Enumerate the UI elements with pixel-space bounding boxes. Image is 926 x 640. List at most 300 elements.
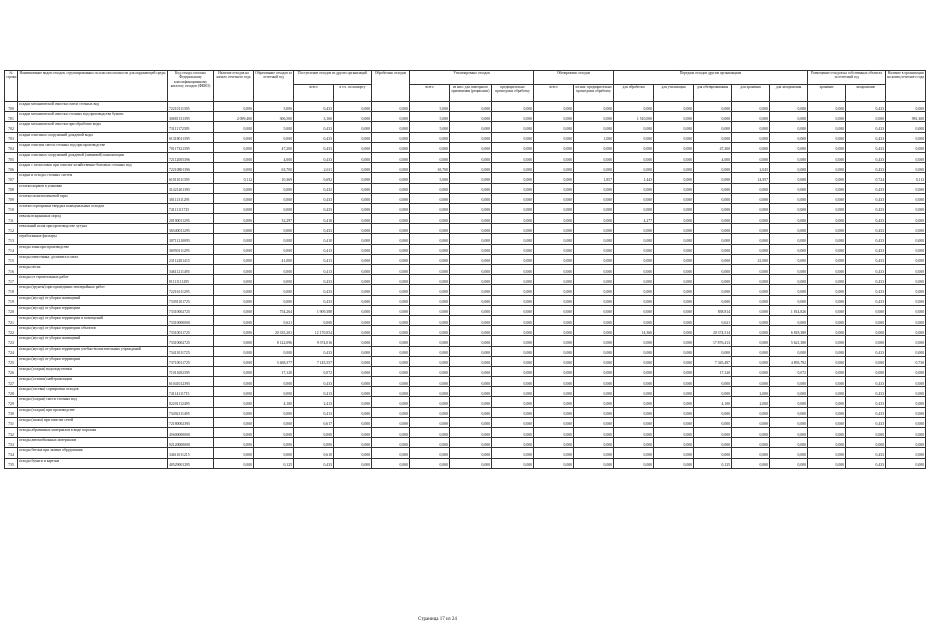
value-cell: 1 909,388	[294, 305, 334, 315]
value-cell: 0,413	[294, 407, 334, 417]
value-cell: 0,621	[254, 315, 294, 325]
value-cell: 0,000	[808, 336, 846, 346]
value-cell: 0,000	[770, 275, 808, 285]
waste-name: отходы бетона при замене обрудования	[18, 448, 168, 458]
value-cell: 0,000	[254, 387, 294, 397]
fkko-code: 71011002395	[168, 366, 214, 376]
value-cell: 0,000	[614, 387, 654, 397]
value-cell: 0,000	[534, 234, 574, 244]
row-number: 723	[5, 336, 18, 346]
value-cell: 0,000	[694, 428, 732, 438]
value-cell: 0,000	[450, 275, 492, 285]
value-cell: 0,413	[294, 265, 334, 275]
value-cell: 0,000	[694, 275, 732, 285]
row-number: 702	[5, 122, 18, 132]
value-cell: 0,000	[372, 305, 410, 315]
value-cell: 0,000	[410, 285, 450, 295]
value-cell: 0,000	[214, 224, 254, 234]
value-cell: 10,369	[254, 173, 294, 183]
value-cell: 0,000	[492, 305, 534, 315]
value-cell: 0,410	[294, 234, 334, 244]
value-cell: 0,000	[372, 356, 410, 366]
value-cell: 0,000	[770, 132, 808, 142]
value-cell: 0,000	[770, 142, 808, 152]
value-cell: 0,000	[334, 132, 372, 142]
value-cell: 0,000	[654, 112, 694, 122]
value-cell: 0,000	[886, 315, 926, 325]
table-row	[5, 152, 926, 162]
value-cell: 0,000	[694, 295, 732, 305]
row-number: 701	[5, 112, 18, 122]
row-number: 728	[5, 387, 18, 397]
value-cell: 0,000	[808, 346, 846, 356]
value-cell: 0,000	[410, 224, 450, 234]
value-cell: 0,433	[846, 458, 886, 468]
value-cell: 0,000	[808, 152, 846, 162]
column-subheader: в т.ч. по импорту	[334, 85, 372, 102]
value-cell: 0,000	[410, 214, 450, 224]
value-cell: 0,000	[654, 193, 694, 203]
column-subheader: из них: для повторного применения (рециклинг)	[450, 85, 492, 102]
value-cell: 0,000	[886, 122, 926, 132]
table-row	[5, 254, 926, 264]
value-cell: 0,000	[372, 387, 410, 397]
value-cell: 0,000	[214, 183, 254, 193]
value-cell: 0,000	[886, 244, 926, 254]
value-cell: 2,413	[294, 397, 334, 407]
value-cell: 0,000	[450, 356, 492, 366]
value-cell: 0,000	[614, 163, 654, 173]
value-cell: 0,000	[214, 346, 254, 356]
value-cell: 0,000	[654, 458, 694, 468]
table-row	[5, 397, 926, 407]
value-cell: 0,000	[372, 315, 410, 325]
value-cell: 0,000	[808, 356, 846, 366]
table-row	[5, 102, 926, 112]
value-cell: 0,000	[334, 407, 372, 417]
value-cell: 0,000	[534, 417, 574, 427]
value-cell: 0,000	[770, 224, 808, 234]
value-cell: 0,000	[334, 387, 372, 397]
value-cell: 1,000	[574, 132, 614, 142]
value-cell: 0,000	[846, 336, 886, 346]
value-cell: 0,433	[846, 448, 886, 458]
value-cell: 17,120	[694, 366, 732, 376]
value-cell: 0,000	[372, 438, 410, 448]
value-cell: 0,000	[534, 458, 574, 468]
value-cell: 0,433	[846, 254, 886, 264]
value-cell: 0,000	[886, 254, 926, 264]
value-cell: 0,000	[732, 346, 770, 356]
value-cell: 0,000	[770, 102, 808, 112]
value-cell: 0,617	[294, 417, 334, 427]
value-cell: 0,000	[410, 407, 450, 417]
table-row	[5, 193, 926, 203]
row-number: 716	[5, 265, 18, 275]
value-cell: 0,000	[770, 122, 808, 132]
row-number: 700	[5, 102, 18, 112]
value-cell: 0,000	[694, 173, 732, 183]
value-cell: 0,000	[450, 438, 492, 448]
value-cell: 0,000	[214, 295, 254, 305]
value-cell: 0,000	[450, 265, 492, 275]
value-cell: 0,000	[574, 428, 614, 438]
value-cell: 0,000	[534, 315, 574, 325]
value-cell: 0,000	[534, 224, 574, 234]
value-cell: 0,000	[770, 417, 808, 427]
row-number: 724	[5, 346, 18, 356]
value-cell: 0,000	[808, 407, 846, 417]
value-cell: 0,433	[294, 458, 334, 468]
value-cell: 0,000	[694, 407, 732, 417]
value-cell: 0,000	[808, 254, 846, 264]
value-cell: 6 818,380	[770, 326, 808, 336]
waste-name: отходы известняка, доломита и мела	[18, 254, 168, 264]
value-cell: 0,433	[846, 193, 886, 203]
row-number: 707	[5, 173, 18, 183]
waste-name: осадки механической очистки при обработке воды	[18, 122, 168, 132]
value-cell: 0,000	[534, 366, 574, 376]
value-cell: 0,000	[808, 387, 846, 397]
value-cell: 0,000	[334, 428, 372, 438]
value-cell: 0,000	[214, 234, 254, 244]
row-number: 717	[5, 275, 18, 285]
value-cell: 0,000	[372, 244, 410, 254]
value-cell: 0,000	[886, 407, 926, 417]
value-cell: 0,000	[214, 326, 254, 336]
table-row	[5, 305, 926, 315]
value-cell: 0,000	[654, 132, 694, 142]
fkko-code: 31421201395	[168, 183, 214, 193]
value-cell: 0,433	[846, 122, 886, 132]
value-cell: 0,000	[410, 315, 450, 325]
value-cell: 0,000	[492, 417, 534, 427]
value-cell: 0,000	[534, 244, 574, 254]
value-cell: 0,000	[534, 163, 574, 173]
value-cell: 0,000	[770, 234, 808, 244]
value-cell: 0,000	[574, 142, 614, 152]
value-cell: 0,000	[654, 346, 694, 356]
fkko-code: 73310000000	[168, 315, 214, 325]
value-cell: 0,000	[410, 234, 450, 244]
fkko-code: 30681131395	[168, 112, 214, 122]
row-number: 703	[5, 132, 18, 142]
report-sheet	[4, 70, 925, 469]
value-cell: 0,000	[574, 407, 614, 417]
value-cell: 0,000	[492, 448, 534, 458]
value-cell: 0,000	[372, 397, 410, 407]
value-cell: 0,000	[574, 387, 614, 397]
waste-name: отходы (грунты) при проведении землеройных работ	[18, 285, 168, 295]
waste-name: отходы (шлам) при очистке сетей	[18, 417, 168, 427]
column-subheader: для утилизации	[654, 85, 694, 102]
column-header: Поступление отходов из других организаций	[294, 71, 372, 85]
value-cell: 0,000	[492, 214, 534, 224]
value-cell: 14,360	[614, 326, 654, 336]
value-cell: 0,000	[886, 377, 926, 387]
value-cell: 0,433	[846, 244, 886, 254]
value-cell: 0,724	[846, 173, 886, 183]
value-cell: 0,000	[574, 326, 614, 336]
value-cell: 0,000	[372, 417, 410, 427]
value-cell: 4,000	[254, 152, 294, 162]
column-header: Обработано отходов	[372, 71, 410, 102]
value-cell: 0,000	[886, 183, 926, 193]
value-cell: 0,000	[654, 122, 694, 132]
value-cell: 0,000	[654, 366, 694, 376]
value-cell: 0,000	[492, 285, 534, 295]
row-number: 733	[5, 438, 18, 448]
table-row	[5, 285, 926, 295]
value-cell: 0,000	[534, 275, 574, 285]
value-cell: 0,000	[410, 152, 450, 162]
waste-name: отходы (мусор) от уборки территории	[18, 356, 168, 366]
value-cell: 2,000	[732, 397, 770, 407]
value-cell: 0,000	[654, 254, 694, 264]
value-cell: 0,000	[450, 102, 492, 112]
value-cell: 0,000	[450, 214, 492, 224]
value-cell: 0,000	[372, 102, 410, 112]
value-cell: 0,000	[808, 122, 846, 132]
value-cell: 0,000	[492, 173, 534, 183]
value-cell: 0,000	[492, 163, 534, 173]
value-cell: 0,000	[694, 132, 732, 142]
value-cell: 0,000	[492, 336, 534, 346]
value-cell: 0,000	[654, 448, 694, 458]
value-cell: 17 876,413	[694, 336, 732, 346]
value-cell: 0,433	[294, 132, 334, 142]
value-cell: 0,000	[770, 438, 808, 448]
value-cell: 0,000	[214, 448, 254, 458]
value-cell: 0,000	[732, 275, 770, 285]
value-cell: 0,000	[214, 254, 254, 264]
value-cell: 0,000	[654, 336, 694, 346]
value-cell: 0,000	[492, 315, 534, 325]
value-cell: 1 510,000	[614, 112, 654, 122]
value-cell: 0,000	[614, 377, 654, 387]
value-cell: 0,000	[886, 346, 926, 356]
fkko-code: 40529001295	[168, 458, 214, 468]
value-cell: 4,100	[254, 397, 294, 407]
value-cell: 0,000	[732, 224, 770, 234]
value-cell: 12 170,054	[294, 326, 334, 336]
value-cell: 0,000	[372, 336, 410, 346]
value-cell: 1 814,826	[770, 305, 808, 315]
value-cell: 0,000	[450, 224, 492, 234]
value-cell: 0,000	[808, 295, 846, 305]
value-cell: 0,000	[534, 142, 574, 152]
value-cell: 0,000	[450, 203, 492, 213]
value-cell: 0,000	[254, 203, 294, 213]
value-cell: 0,000	[372, 173, 410, 183]
value-cell: 0,000	[254, 377, 294, 387]
value-cell: 0,000	[654, 285, 694, 295]
waste-name: осадки очистных сооружений дождевой воды	[18, 132, 168, 142]
value-cell: 0,000	[614, 285, 654, 295]
value-cell: 0,000	[846, 428, 886, 438]
fkko-code: 45600000000	[168, 428, 214, 438]
value-cell: 47,200	[254, 142, 294, 152]
value-cell: 0,000	[214, 132, 254, 142]
value-cell: 0,000	[534, 122, 574, 132]
value-cell: 0,000	[334, 305, 372, 315]
value-cell: 0,000	[574, 346, 614, 356]
value-cell: 7 345,497	[694, 356, 732, 366]
value-cell: 0,000	[492, 438, 534, 448]
value-cell: 0,000	[694, 448, 732, 458]
value-cell: 0,000	[492, 326, 534, 336]
value-cell: 0,000	[450, 193, 492, 203]
value-cell: 0,000	[694, 417, 732, 427]
value-cell: 0,000	[410, 305, 450, 315]
value-cell: 0,000	[492, 295, 534, 305]
value-cell: 0,000	[886, 102, 926, 112]
fkko-code: 72210801396	[168, 163, 214, 173]
value-cell: 0,000	[654, 295, 694, 305]
value-cell: 20 335,201	[254, 326, 294, 336]
value-cell: 0,000	[410, 244, 450, 254]
value-cell: 0,433	[846, 183, 886, 193]
column-subheader: для обезвреживания	[694, 85, 732, 102]
value-cell: 0,000	[574, 214, 614, 224]
value-cell: 0,000	[492, 265, 534, 275]
value-cell: 0,000	[214, 428, 254, 438]
value-cell: 0,000	[214, 397, 254, 407]
value-cell: 0,000	[214, 122, 254, 132]
value-cell: 32,297	[254, 214, 294, 224]
fkko-code: 36540011295	[168, 224, 214, 234]
row-number: 718	[5, 285, 18, 295]
value-cell: 0,000	[732, 285, 770, 295]
fkko-code: 73411011725	[168, 346, 214, 356]
value-cell: 0,000	[614, 224, 654, 234]
value-cell: 0,000	[694, 193, 732, 203]
value-cell: 0,000	[450, 152, 492, 162]
fkko-code: 73310002725	[168, 305, 214, 315]
value-cell: 0,000	[372, 407, 410, 417]
value-cell: 0,433	[294, 275, 334, 285]
column-subheader: предварительно прошедших обработку	[492, 85, 534, 102]
table-row	[5, 366, 926, 376]
value-cell: 0,000	[334, 265, 372, 275]
value-cell: 0,000	[534, 132, 574, 142]
row-number: 726	[5, 366, 18, 376]
value-cell: 0,433	[846, 417, 886, 427]
value-cell: 63,700	[254, 163, 294, 173]
value-cell: 0,000	[694, 122, 732, 132]
value-cell: 0,000	[574, 397, 614, 407]
value-cell: 0,000	[334, 234, 372, 244]
fkko-code: 70117321395	[168, 142, 214, 152]
value-cell: 0,000	[732, 112, 770, 122]
value-cell: 0,000	[574, 183, 614, 193]
value-cell: 0,000	[574, 336, 614, 346]
value-cell: 0,000	[450, 397, 492, 407]
fkko-code: 30111311295	[168, 193, 214, 203]
value-cell: 0,000	[654, 234, 694, 244]
value-cell: 0,000	[450, 428, 492, 438]
value-cell: 5,000	[410, 122, 450, 132]
value-cell: 0,433	[846, 275, 886, 285]
value-cell: 0,000	[334, 163, 372, 173]
value-cell: 0,433	[294, 122, 334, 132]
value-cell: 0,000	[770, 428, 808, 438]
column-subheader: всего	[294, 85, 334, 102]
value-cell: 0,433	[294, 295, 334, 305]
value-cell: 0,000	[846, 305, 886, 315]
value-cell: 0,000	[654, 183, 694, 193]
value-cell: 0,000	[614, 295, 654, 305]
waste-name: отходы (осадки) при производстве	[18, 407, 168, 417]
table-row	[5, 417, 926, 427]
fkko-code: 61041012395	[168, 377, 214, 387]
value-cell: 0,000	[410, 265, 450, 275]
value-cell: 0,433	[846, 224, 886, 234]
value-cell: 0,000	[214, 203, 254, 213]
value-cell: 0,000	[410, 193, 450, 203]
table-row	[5, 234, 926, 244]
value-cell: 0,000	[372, 265, 410, 275]
column-subheader: захоронение	[846, 85, 886, 102]
value-cell: 0,433	[846, 295, 886, 305]
value-cell: 0,433	[846, 132, 886, 142]
value-cell: 0,433	[294, 285, 334, 295]
value-cell: 0,000	[450, 234, 492, 244]
table-row	[5, 407, 926, 417]
column-header: Код отхода согласно Федеральному классификационному каталогу отходов (ФККО)	[168, 71, 214, 102]
value-cell: 0,000	[492, 132, 534, 142]
row-number: 731	[5, 417, 18, 427]
table-row	[5, 428, 926, 438]
row-number: 715	[5, 254, 18, 264]
value-cell: 0,000	[492, 193, 534, 203]
table-row	[5, 214, 926, 224]
waste-name: отходы (осадки) смеси сточных вод	[18, 397, 168, 407]
value-cell: 0,433	[294, 224, 334, 234]
value-cell: 0,000	[450, 132, 492, 142]
value-cell: 0,000	[492, 356, 534, 366]
value-cell: 0,000	[808, 458, 846, 468]
value-cell: 0,000	[254, 265, 294, 275]
value-cell: 0,000	[450, 305, 492, 315]
value-cell: 0,000	[654, 224, 694, 234]
value-cell: 0,000	[770, 377, 808, 387]
value-cell: 63,700	[410, 163, 450, 173]
value-cell: 0,000	[614, 203, 654, 213]
value-cell: 0,000	[654, 163, 694, 173]
value-cell: 0,000	[450, 387, 492, 397]
value-cell: 0,000	[334, 448, 372, 458]
value-cell: 0,000	[214, 102, 254, 112]
value-cell: 0,000	[614, 265, 654, 275]
value-cell: 0,000	[372, 448, 410, 458]
value-cell: 0,000	[214, 377, 254, 387]
value-cell: 0,000	[770, 193, 808, 203]
value-cell: 0,000	[614, 183, 654, 193]
row-number: 725	[5, 356, 18, 366]
value-cell: 0,000	[450, 142, 492, 152]
value-cell: 0,000	[492, 142, 534, 152]
waste-name: отходы (мусор) от уборки территории объектов	[18, 326, 168, 336]
value-cell: 0,000	[492, 244, 534, 254]
value-cell: 0,000	[694, 244, 732, 254]
value-cell: 0,000	[732, 102, 770, 112]
row-number: 734	[5, 448, 18, 458]
value-cell: 0,433	[846, 234, 886, 244]
value-cell: 0,000	[534, 336, 574, 346]
value-cell: 0,000	[614, 142, 654, 152]
fkko-code: 73710011725	[168, 356, 214, 366]
